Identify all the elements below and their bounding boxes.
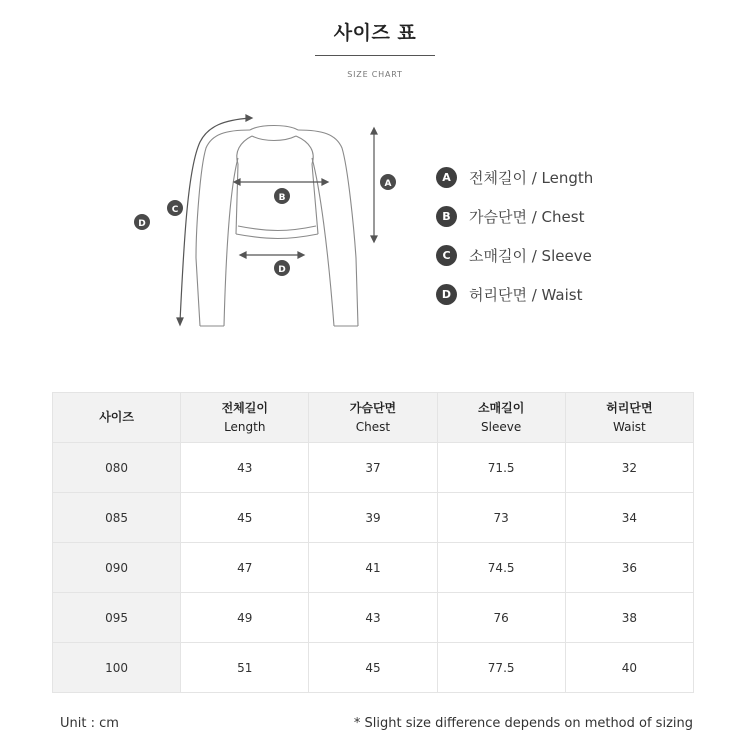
cell-size: 100 [53, 643, 181, 693]
header-chest [309, 393, 437, 443]
cell-chest: 45 [309, 643, 437, 693]
cell-length: 51 [181, 643, 309, 693]
crop-top-illustration [128, 108, 408, 338]
header-chest-ko: 가슴단면 [349, 400, 397, 415]
table-row [53, 643, 694, 693]
measurement-legend [436, 158, 593, 314]
table-row [53, 493, 694, 543]
cell-waist: 40 [565, 643, 693, 693]
header-sleeve-en: Sleeve [481, 419, 522, 434]
header-sleeve-ko: 소매길이 [477, 400, 525, 415]
legend-label-waist: 허리단면 / Waist [469, 286, 583, 304]
length-arrow-top-icon [371, 128, 377, 134]
legend-label-sleeve: 소매길이 / Sleeve [469, 247, 592, 265]
chest-arrow-left-icon [234, 179, 240, 185]
cell-size: 080 [53, 443, 181, 493]
legend-badge-d: D [436, 284, 457, 305]
cell-chest: 39 [309, 493, 437, 543]
title-divider [315, 55, 435, 56]
page-subtitle: SIZE CHART [347, 70, 403, 79]
garment-diagram [128, 108, 408, 338]
marker-a-label: A [384, 179, 392, 189]
cell-size: 095 [53, 593, 181, 643]
cell-sleeve: 74.5 [437, 543, 565, 593]
legend-item-length [436, 158, 593, 197]
marker-d-sleeve-label: D [138, 219, 146, 229]
cell-size: 090 [53, 543, 181, 593]
header-size-label: 사이즈 [99, 410, 134, 424]
legend-badge-a: A [436, 167, 457, 188]
chest-arrow-right-icon [322, 179, 328, 185]
diagram-markers [134, 174, 396, 276]
cell-waist: 32 [565, 443, 693, 493]
cell-sleeve: 77.5 [437, 643, 565, 693]
legend-item-sleeve [436, 236, 593, 275]
legend-label-length: 전체길이 / Length [469, 169, 594, 187]
size-table [52, 392, 694, 693]
marker-b-label: B [278, 193, 286, 203]
legend-item-chest [436, 197, 593, 236]
table-header-row [53, 393, 694, 443]
cell-chest: 43 [309, 593, 437, 643]
cell-length: 47 [181, 543, 309, 593]
legend-label-chest: 가슴단면 / Chest [469, 208, 585, 226]
cell-chest: 37 [309, 443, 437, 493]
header-waist-ko: 허리단면 [606, 400, 653, 415]
legend-badge-c: C [436, 245, 457, 266]
header-length [181, 393, 309, 443]
table-row [53, 593, 694, 643]
header-length-en: Length [224, 419, 266, 434]
cell-chest: 41 [309, 543, 437, 593]
cell-sleeve: 71.5 [437, 443, 565, 493]
waist-arrow-left-icon [240, 252, 246, 258]
table-row [53, 543, 694, 593]
cell-sleeve: 76 [437, 593, 565, 643]
header-length-ko: 전체길이 [221, 400, 268, 415]
header-chest-en: Chest [355, 419, 391, 434]
marker-c-label: C [171, 205, 179, 215]
header [0, 18, 750, 79]
table-row [53, 443, 694, 493]
cell-waist: 38 [565, 593, 693, 643]
cell-waist: 36 [565, 543, 693, 593]
garment-outline [196, 126, 358, 327]
cell-sleeve: 73 [437, 493, 565, 543]
cell-length: 49 [181, 593, 309, 643]
header-waist [565, 393, 693, 443]
cell-waist: 34 [565, 493, 693, 543]
waist-arrow-right-icon [298, 252, 304, 258]
cell-length: 43 [181, 443, 309, 493]
legend-badge-b: B [436, 206, 457, 227]
sleeve-arrow-bottom-icon [177, 318, 183, 325]
unit-note: Unit : cm [60, 716, 119, 731]
cell-size: 085 [53, 493, 181, 543]
marker-d-body-label: D [278, 265, 286, 275]
sleeve-line [180, 118, 250, 322]
sizing-disclaimer: * Slight size difference depends on method of sizing [353, 716, 693, 731]
cell-length: 45 [181, 493, 309, 543]
sleeve-arrow-top-icon [246, 115, 252, 121]
header-sleeve [437, 393, 565, 443]
legend-item-waist [436, 275, 593, 314]
header-waist-en: Waist [613, 419, 646, 434]
length-arrow-bottom-icon [371, 236, 377, 242]
header-size [53, 393, 181, 443]
page-title: 사이즈 표 [333, 22, 417, 44]
